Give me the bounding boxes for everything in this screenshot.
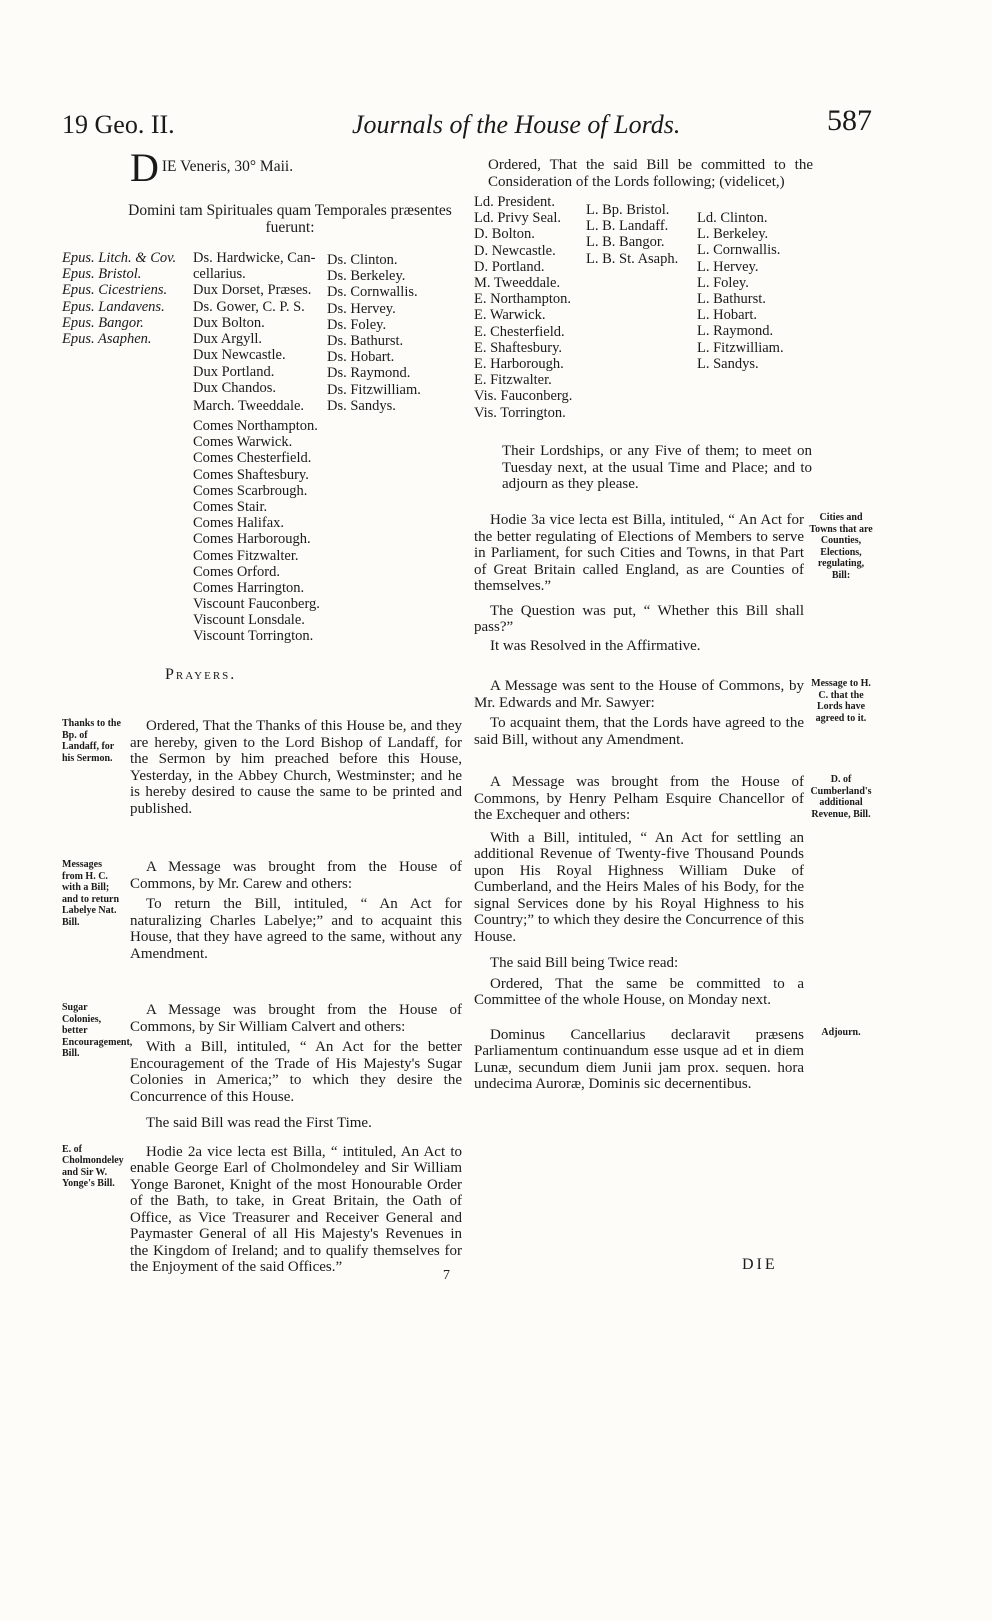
list-item: Ds. Gower, C. P. S. (193, 298, 305, 315)
list-item: Viscount Fauconberg. (193, 596, 320, 612)
list-item: L. Bp. Bristol. (586, 202, 670, 218)
list-item: Comes Shaftesbury. (193, 466, 309, 483)
marginal-note: Cities and Towns that are Counties, Elections, regulating, Bill: (809, 512, 873, 581)
entry (474, 678, 874, 724)
viscounts-list (193, 596, 333, 645)
dukes-list (193, 315, 333, 396)
list-item: L. Bathurst. (697, 291, 766, 308)
entry-text: The said Bill was read the First Time. (146, 1115, 372, 1131)
entry (62, 1115, 462, 1132)
list-item: Comes Halifax. (193, 515, 285, 532)
list-item: Ld. President. (474, 194, 555, 210)
entry (474, 603, 874, 636)
list-item: L. Berkeley. (697, 226, 769, 243)
list-item: Dux Portland. (193, 363, 275, 380)
attendance-heading: Domini tam Spirituales quam Temporales præsentes fuerunt: (128, 202, 452, 236)
list-item: Comes Scarbrough. (193, 482, 308, 499)
entry (474, 976, 874, 1009)
prayers-heading: Prayers. (165, 666, 237, 683)
list-item: D. Portland. (474, 258, 545, 275)
entry (62, 1002, 462, 1059)
list-item: E. Chesterfield. (474, 323, 565, 340)
committee-col-3 (697, 210, 812, 372)
officers-list (193, 250, 333, 315)
signature-mark: 7 (443, 1268, 450, 1283)
list-item: Ds. Cornwallis. (327, 284, 418, 301)
entry-text: Dominus Cancellarius declaravit præsens Parliamentum continuandum esse usque ad et in diem Lunæ, secundum diem Junii jam prox. sequen. hora undecima Auroræ, Dominis sic decernentibus. (474, 1026, 804, 1092)
date-text: IE Veneris, 30° Maii. (161, 158, 294, 175)
list-item: Ds. Hobart. (327, 349, 395, 366)
list-item: Ds. Berkeley. (327, 268, 406, 285)
list-item: M. Tweeddale. (474, 275, 561, 292)
list-item: Comes Warwick. (193, 434, 293, 451)
marginal-note: Message to H. C. that the Lords have agreed to it. (811, 678, 871, 724)
list-item: Epus. Cicestriens. (62, 282, 168, 299)
marginal-note: Adjourn. (821, 1026, 861, 1038)
barons-list (327, 252, 447, 414)
marginal-note: Thanks to the Bp. of Landaff, for his Sermon. (62, 718, 121, 764)
entry-text: A Message was sent to the House of Commons, by Mr. Edwards and Mr. Sawyer: (474, 678, 804, 711)
left-column (62, 718, 462, 1276)
marquess-name: March. Tweeddale. (193, 398, 305, 414)
entry-text: Ordered, That the Thanks of this House be, and they are hereby, given to the Lord Bishop of Landaff, for the Sermon by him preached before this House, Yesterday, in the Abbey Church, Westminster; and he is hereby desired to cause the same to be printed and published. (130, 718, 462, 817)
entry (474, 1027, 874, 1093)
list-item: L. Hobart. (697, 307, 757, 324)
list-item: L. B. Landaff. (586, 218, 669, 235)
right-column (474, 512, 874, 1093)
entry (62, 859, 462, 928)
entry (474, 715, 874, 748)
list-item: Comes Northampton. (193, 418, 318, 434)
entry-text: A Message was brought from the House of Commons, by Mr. Carew and others: (130, 859, 462, 892)
list-item: Epus. Litch. & Cov. (62, 250, 177, 266)
list-item: Epus. Landavens. (62, 298, 165, 315)
list-item: Epus. Bristol. (62, 266, 142, 283)
list-item: L. Foley. (697, 274, 749, 291)
bishops-list (62, 250, 192, 347)
entry-text: Hodie 3a vice lecta est Billa, intituled, “ An Act for the better regulating of Elections of Members to serve in Parliament, for such Cities and Towns, in that Part of Great Britain called England, as are Counties of themselves.” (474, 512, 804, 594)
list-item: L. Raymond. (697, 323, 774, 340)
list-item: Dux Chandos. (193, 379, 276, 396)
list-item: L. B. Bangor. (586, 234, 665, 251)
list-item: E. Warwick. (474, 307, 546, 324)
entry (62, 1144, 462, 1276)
list-item: Epus. Bangor. (62, 314, 144, 331)
entry (474, 638, 874, 655)
entry-text: With a Bill, intituled, “ An Act for the better Encouragement of the Trade of His Majesty's Sugar Colonies in America;” to which they desire the Concurrence of this House. (130, 1039, 462, 1105)
list-item: L. Sandys. (697, 355, 759, 372)
list-item: Dux Dorset, Præses. (193, 282, 312, 299)
committee-closing: Their Lordships, or any Five of them; to meet on Tuesday next, at the usual Time and Place; and to adjourn as they please. (502, 443, 812, 492)
list-item: Ld. Clinton. (697, 210, 768, 226)
entry-text: Ordered, That the same be committed to a Committee of the whole House, on Monday next. (474, 975, 804, 1008)
running-head-regnal-year: 19 Geo. II. (62, 110, 175, 139)
list-item: L. Fitzwilliam. (697, 339, 784, 356)
list-item: E. Harborough. (474, 356, 564, 373)
earls-list (193, 418, 333, 596)
list-item: E. Northampton. (474, 291, 572, 308)
list-item: D. Bolton. (474, 226, 535, 243)
list-item: Vis. Torrington. (474, 404, 566, 421)
catchword: DIE (742, 1256, 778, 1273)
entry-text: With a Bill, intituled, “ An Act for settling an additional Revenue of Twenty-five Thousand Pounds upon His Royal Highness William Duke of Cumberland, and the Heirs Males of his Body, for the signal Services done by his Royal Highness to his Country;” to which they desire the Concurrence of this House. (474, 829, 804, 945)
list-item: Dux Argyll. (193, 331, 263, 348)
list-item: Dux Newcastle. (193, 347, 286, 364)
entry-text: The said Bill being Twice read: (490, 955, 679, 971)
running-head-title: Journals of the House of Lords. (352, 110, 681, 139)
list-item: Epus. Asaphen. (62, 331, 152, 348)
entry-text: It was Resolved in the Affirmative. (490, 637, 701, 654)
list-item: Comes Stair. (193, 499, 268, 516)
list-item: Ld. Privy Seal. (474, 210, 561, 227)
list-item: Comes Harrington. (193, 580, 305, 597)
list-item: Comes Orford. (193, 563, 280, 580)
committee-col-1 (474, 194, 589, 421)
list-item: L. Hervey. (697, 258, 759, 275)
list-item: Ds. Foley. (327, 316, 387, 333)
entry (62, 896, 462, 962)
list-item: L. B. St. Asaph. (586, 250, 679, 267)
committee-col-2 (586, 202, 701, 267)
marginal-note: D. of Cumberland's additional Revenue, Bill. (810, 774, 872, 820)
entry-text: A Message was brought from the House of Commons, by Henry Pelham Esquire Chancellor of the Exchequer and others: (474, 774, 804, 823)
marginal-note: E. of Cholmondeley and Sir W. Yonge's Bill. (62, 1143, 124, 1189)
entry (474, 830, 874, 946)
list-item: Ds. Sandys. (327, 397, 396, 414)
list-item: Ds. Hervey. (327, 300, 396, 317)
list-item: Ds. Fitzwilliam. (327, 381, 421, 398)
entry (474, 955, 874, 972)
list-item: Ds. Hardwicke, Can- (193, 250, 316, 266)
list-item: E. Fitzwalter. (474, 372, 552, 389)
entry-text: A Message was brought from the House of Commons, by Sir William Calvert and others: (130, 1002, 462, 1035)
list-item: E. Shaftesbury. (474, 339, 563, 356)
list-item: Comes Fitzwalter. (193, 547, 299, 564)
list-item: Dux Bolton. (193, 315, 265, 331)
marquess (193, 398, 304, 414)
entry-text: To acquaint them, that the Lords have agreed to the said Bill, without any Amendment. (474, 715, 804, 748)
list-item: Viscount Torrington. (193, 628, 314, 645)
entry (62, 1039, 462, 1105)
list-item: Vis. Fauconberg. (474, 388, 573, 405)
entry-text: The Question was put, “ Whether this Bill shall pass?” (474, 602, 804, 635)
page-number: 587 (827, 104, 872, 137)
entry (474, 512, 874, 595)
marginal-note: Sugar Colonies, better Encouragement, Bill. (62, 1002, 133, 1059)
list-item: Comes Chesterfield. (193, 450, 312, 467)
entry-text: To return the Bill, intituled, “ An Act for naturalizing Charles Labelye;” and to acquaint this House, that they have agreed to the same, without any Amendment. (130, 896, 462, 962)
list-item: Ds. Raymond. (327, 365, 411, 382)
sitting-date (130, 145, 430, 190)
entry (62, 718, 462, 817)
list-item: D. Newcastle. (474, 242, 556, 259)
date-dropcap: D (130, 145, 159, 190)
list-item: Ds. Bathurst. (327, 333, 404, 350)
list-item: L. Cornwallis. (697, 242, 781, 259)
committee-intro: Ordered, That the said Bill be committed to the Consideration of the Lords following; (videlicet,) (488, 157, 813, 190)
list-item: Viscount Lonsdale. (193, 612, 305, 629)
list-item: Ds. Clinton. (327, 252, 398, 268)
entry-text: Hodie 2a vice lecta est Billa, “ intituled, An Act to enable George Earl of Cholmondeley and Sir William Yonge Baronet, Knight of the most Honourable Order of the Bath, to take, in Great Britain, the Oath of Office, as Vice Treasurer and Receiver General and Paymaster General of all His Majesty's Revenues in the Kingdom of Ireland; and to qualify themselves for the Enjoyment of the said Offices.” (130, 1143, 462, 1275)
entry (474, 774, 874, 824)
list-item: Comes Harborough. (193, 531, 311, 548)
marginal-note: Messages from H. C. with a Bill; and to return Labelye Nat. Bill. (62, 859, 120, 928)
list-item: cellarius. (193, 266, 246, 283)
